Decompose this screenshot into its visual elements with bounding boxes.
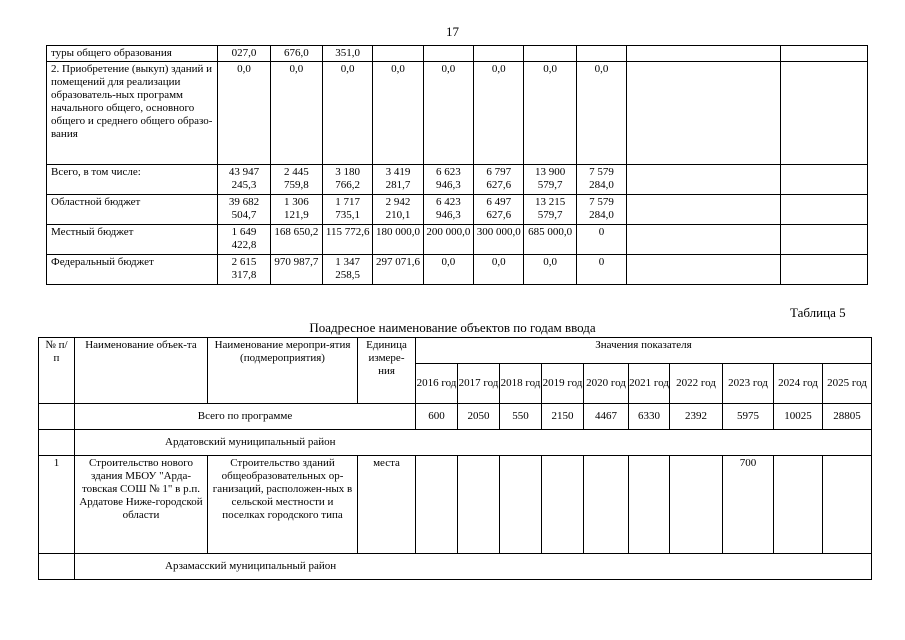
year-header: 2018 год bbox=[500, 364, 542, 404]
row-value: 13 900 579,7 bbox=[524, 165, 576, 195]
row-value: 297 071,6 bbox=[373, 255, 423, 285]
year-header: 2024 год bbox=[774, 364, 823, 404]
total-value: 2050 bbox=[458, 404, 500, 430]
total-value: 4467 bbox=[584, 404, 629, 430]
item-value bbox=[542, 456, 584, 554]
row-value: 168 650,2 bbox=[270, 225, 322, 255]
row-value: 1 347 258,5 bbox=[323, 255, 373, 285]
empty-cell bbox=[627, 165, 781, 195]
row-value: 3 180 766,2 bbox=[323, 165, 373, 195]
row-value: 0 bbox=[576, 255, 626, 285]
total-value: 2150 bbox=[542, 404, 584, 430]
row-value: 200 000,0 bbox=[423, 225, 473, 255]
empty-cell bbox=[781, 46, 868, 62]
item-unit: места bbox=[358, 456, 416, 554]
row-value: 43 947 245,3 bbox=[218, 165, 270, 195]
row-value: 0,0 bbox=[474, 62, 524, 165]
row-value: 027,0 bbox=[218, 46, 270, 62]
row-value: 0,0 bbox=[576, 62, 626, 165]
district-name: Арзамасский муниципальный район bbox=[75, 554, 872, 580]
row-value: 0,0 bbox=[373, 62, 423, 165]
total-value: 2392 bbox=[670, 404, 723, 430]
header-object: Наименование объек-та bbox=[75, 338, 208, 404]
table-row bbox=[47, 255, 868, 285]
empty-cell bbox=[781, 225, 868, 255]
table-number: Таблица 5 bbox=[790, 305, 846, 320]
item-value bbox=[670, 456, 723, 554]
empty-cell bbox=[781, 165, 868, 195]
row-label: Областной бюджет bbox=[47, 195, 218, 225]
row-value: 970 987,7 bbox=[270, 255, 322, 285]
empty-cell bbox=[627, 255, 781, 285]
item-value bbox=[629, 456, 670, 554]
row-value: 351,0 bbox=[323, 46, 373, 62]
row-value: 0,0 bbox=[524, 255, 576, 285]
row-value: 1 306 121,9 bbox=[270, 195, 322, 225]
table-row bbox=[47, 46, 868, 62]
item-value bbox=[774, 456, 823, 554]
row-value: 0,0 bbox=[323, 62, 373, 165]
year-header: 2021 год bbox=[629, 364, 670, 404]
year-header: 2020 год bbox=[584, 364, 629, 404]
row-label: туры общего образования bbox=[47, 46, 218, 62]
table-row bbox=[47, 165, 868, 195]
row-value: 685 000,0 bbox=[524, 225, 576, 255]
row-value bbox=[423, 46, 473, 62]
item-value bbox=[584, 456, 629, 554]
table-row bbox=[47, 62, 868, 165]
row-value: 7 579 284,0 bbox=[576, 195, 626, 225]
row-value: 1 649 422,8 bbox=[218, 225, 270, 255]
total-value: 600 bbox=[416, 404, 458, 430]
empty-cell bbox=[781, 255, 868, 285]
row-value: 6 797 627,6 bbox=[474, 165, 524, 195]
item-value bbox=[458, 456, 500, 554]
empty-cell bbox=[781, 195, 868, 225]
row-label: 2. Приобретение (выкуп) зданий и помещений для реализации образователь-ных программ начального общего, основного общего и среднего общего образо-вания bbox=[47, 62, 218, 165]
item-value: 700 bbox=[723, 456, 774, 554]
empty-cell bbox=[627, 195, 781, 225]
total-value: 5975 bbox=[723, 404, 774, 430]
item-object: Строительство нового здания МБОУ "Арда-товская СОШ № 1" в р.п. Ардатове Ниже-городской области bbox=[75, 456, 208, 554]
empty-cell bbox=[781, 62, 868, 165]
row-value: 2 942 210,1 bbox=[373, 195, 423, 225]
empty-cell bbox=[627, 46, 781, 62]
row-value: 300 000,0 bbox=[474, 225, 524, 255]
total-value: 550 bbox=[500, 404, 542, 430]
year-header: 2017 год bbox=[458, 364, 500, 404]
year-header: 2022 год bbox=[670, 364, 723, 404]
row-value: 39 682 504,7 bbox=[218, 195, 270, 225]
empty-cell bbox=[627, 225, 781, 255]
row-value: 115 772,6 bbox=[323, 225, 373, 255]
table-row bbox=[47, 225, 868, 255]
row-value: 0,0 bbox=[423, 62, 473, 165]
row-value: 7 579 284,0 bbox=[576, 165, 626, 195]
header-unit: Единица измере-ния bbox=[358, 338, 416, 404]
year-header: 2025 год bbox=[823, 364, 872, 404]
row-value: 0,0 bbox=[218, 62, 270, 165]
row-value: 0,0 bbox=[474, 255, 524, 285]
total-value: 6330 bbox=[629, 404, 670, 430]
item-value bbox=[416, 456, 458, 554]
district-empty bbox=[39, 554, 75, 580]
row-value bbox=[576, 46, 626, 62]
row-value: 3 419 281,7 bbox=[373, 165, 423, 195]
row-value: 2 445 759,8 bbox=[270, 165, 322, 195]
table-title: Поадресное наименование объектов по годам ввода bbox=[309, 320, 596, 335]
funding-table bbox=[46, 45, 868, 285]
header-values: Значения показателя bbox=[416, 338, 872, 364]
row-value: 13 215 579,7 bbox=[524, 195, 576, 225]
row-value: 0,0 bbox=[423, 255, 473, 285]
row-value bbox=[373, 46, 423, 62]
row-value: 6 423 946,3 bbox=[423, 195, 473, 225]
row-value: 0,0 bbox=[270, 62, 322, 165]
table-row bbox=[47, 195, 868, 225]
row-value: 676,0 bbox=[270, 46, 322, 62]
row-value: 2 615 317,8 bbox=[218, 255, 270, 285]
row-value bbox=[524, 46, 576, 62]
empty-cell bbox=[627, 62, 781, 165]
year-header: 2019 год bbox=[542, 364, 584, 404]
objects-table bbox=[38, 337, 872, 580]
item-event: Строительство зданий общеобразовательных ор-ганизаций, расположен-ных в сельской местности и поселках городского типа bbox=[208, 456, 358, 554]
row-value: 0 bbox=[576, 225, 626, 255]
row-value: 6 497 627,6 bbox=[474, 195, 524, 225]
row-value bbox=[474, 46, 524, 62]
district-empty bbox=[39, 430, 75, 456]
row-label: Местный бюджет bbox=[47, 225, 218, 255]
row-value: 180 000,0 bbox=[373, 225, 423, 255]
row-value: 6 623 946,3 bbox=[423, 165, 473, 195]
total-value: 28805 bbox=[823, 404, 872, 430]
row-value: 0,0 bbox=[524, 62, 576, 165]
row-label: Федеральный бюджет bbox=[47, 255, 218, 285]
item-value bbox=[823, 456, 872, 554]
row-label: Всего, в том числе: bbox=[47, 165, 218, 195]
district-name: Ардатовский муниципальный район bbox=[75, 430, 872, 456]
row-value: 1 717 735,1 bbox=[323, 195, 373, 225]
page-number: 17 bbox=[446, 24, 459, 39]
item-num: 1 bbox=[39, 456, 75, 554]
header-num: № п/п bbox=[39, 338, 75, 404]
total-label: Всего по программе bbox=[75, 404, 416, 430]
item-value bbox=[500, 456, 542, 554]
total-value: 10025 bbox=[774, 404, 823, 430]
header-event: Наименование меропри-ятия (подмероприятия) bbox=[208, 338, 358, 404]
year-header: 2016 год bbox=[416, 364, 458, 404]
total-empty bbox=[39, 404, 75, 430]
year-header: 2023 год bbox=[723, 364, 774, 404]
